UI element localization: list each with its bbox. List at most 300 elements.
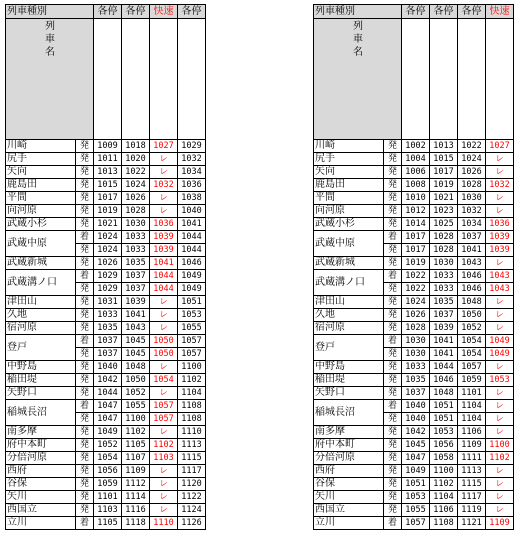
dep-arr-mark: 発 bbox=[384, 465, 402, 478]
station-name: 武蔵新城 bbox=[314, 257, 384, 270]
time-cell: レ bbox=[150, 205, 178, 218]
time-cell: 1043 bbox=[486, 270, 514, 283]
time-cell: 1015 bbox=[430, 153, 458, 166]
time-cell: 1032 bbox=[486, 179, 514, 192]
time-cell: 1029 bbox=[94, 270, 122, 283]
station-name: 稲田堤 bbox=[314, 374, 384, 387]
time-cell: 1033 bbox=[122, 231, 150, 244]
time-cell: レ bbox=[150, 426, 178, 439]
time-cell: 1025 bbox=[430, 218, 458, 231]
time-cell: 1044 bbox=[94, 387, 122, 400]
time-cell: 1120 bbox=[178, 478, 206, 491]
dep-arr-mark: 発 bbox=[384, 283, 402, 296]
table-row bbox=[6, 140, 206, 153]
time-cell: レ bbox=[150, 153, 178, 166]
time-cell: レ bbox=[486, 153, 514, 166]
time-cell: 1118 bbox=[122, 517, 150, 530]
train-name-char: 車 bbox=[45, 34, 55, 45]
time-cell: 1104 bbox=[458, 413, 486, 426]
table-row bbox=[6, 374, 206, 387]
dep-arr-mark: 発 bbox=[384, 140, 402, 153]
station-name: 西国立 bbox=[6, 504, 76, 517]
dep-arr-mark: 着 bbox=[76, 400, 94, 413]
time-cell: 1008 bbox=[402, 179, 430, 192]
dep-arr-mark: 発 bbox=[76, 140, 94, 153]
train-name-cell bbox=[458, 19, 486, 140]
dep-arr-mark: 発 bbox=[76, 465, 94, 478]
time-cell: 1045 bbox=[122, 348, 150, 361]
dep-arr-mark: 着 bbox=[384, 517, 402, 530]
time-cell: レ bbox=[486, 478, 514, 491]
time-cell: 1100 bbox=[178, 361, 206, 374]
time-cell: レ bbox=[150, 504, 178, 517]
time-cell: 1124 bbox=[178, 504, 206, 517]
train-name-cell bbox=[94, 19, 122, 140]
train-type-3: 快速 bbox=[150, 5, 178, 19]
time-cell: レ bbox=[486, 166, 514, 179]
time-cell: 1050 bbox=[150, 335, 178, 348]
dep-arr-mark: 着 bbox=[76, 231, 94, 244]
time-cell: 1040 bbox=[402, 413, 430, 426]
time-cell: 1004 bbox=[402, 153, 430, 166]
station-name: 矢向 bbox=[6, 166, 76, 179]
time-cell: 1057 bbox=[178, 335, 206, 348]
train-type-4: 快速 bbox=[486, 5, 514, 19]
station-name: 久地 bbox=[6, 309, 76, 322]
time-cell: 1051 bbox=[430, 400, 458, 413]
time-cell: 1110 bbox=[150, 517, 178, 530]
dep-arr-mark: 発 bbox=[384, 374, 402, 387]
time-cell: 1039 bbox=[122, 296, 150, 309]
time-cell: 1108 bbox=[430, 517, 458, 530]
time-cell: 1119 bbox=[458, 504, 486, 517]
station-name: 分倍河原 bbox=[6, 452, 76, 465]
time-cell: レ bbox=[486, 426, 514, 439]
time-cell: 1059 bbox=[458, 374, 486, 387]
station-name: 武蔵溝ノ口 bbox=[6, 270, 76, 296]
time-cell: 1100 bbox=[430, 465, 458, 478]
time-cell: 1057 bbox=[458, 361, 486, 374]
time-cell: 1030 bbox=[402, 348, 430, 361]
table-row bbox=[314, 192, 514, 205]
time-cell: 1021 bbox=[430, 192, 458, 205]
station-name: 西府 bbox=[6, 465, 76, 478]
time-cell: レ bbox=[150, 361, 178, 374]
dep-arr-mark: 発 bbox=[384, 348, 402, 361]
table-row bbox=[314, 218, 514, 231]
dep-arr-mark: 発 bbox=[76, 504, 94, 517]
time-cell: 1022 bbox=[458, 140, 486, 153]
time-cell: 1054 bbox=[94, 452, 122, 465]
station-name: 登戸 bbox=[314, 335, 384, 361]
time-cell: 1057 bbox=[150, 413, 178, 426]
table-row bbox=[6, 166, 206, 179]
train-name-cell bbox=[486, 19, 514, 140]
time-cell: 1010 bbox=[402, 192, 430, 205]
dep-arr-mark: 発 bbox=[384, 439, 402, 452]
time-cell: 1006 bbox=[402, 166, 430, 179]
time-cell: 1102 bbox=[178, 374, 206, 387]
station-name: 立川 bbox=[314, 517, 384, 530]
time-cell: 1037 bbox=[430, 309, 458, 322]
time-cell: 1030 bbox=[430, 257, 458, 270]
dep-arr-mark: 発 bbox=[76, 166, 94, 179]
time-cell: 1022 bbox=[402, 283, 430, 296]
time-cell: 1044 bbox=[178, 244, 206, 257]
dep-arr-mark: 発 bbox=[76, 322, 94, 335]
dep-arr-mark: 発 bbox=[384, 387, 402, 400]
dep-arr-mark: 発 bbox=[384, 426, 402, 439]
time-cell: 1051 bbox=[178, 296, 206, 309]
dep-arr-mark: 発 bbox=[76, 426, 94, 439]
dep-arr-mark: 発 bbox=[384, 205, 402, 218]
time-cell: レ bbox=[150, 192, 178, 205]
table-row bbox=[314, 439, 514, 452]
time-cell: 1050 bbox=[122, 374, 150, 387]
time-cell: レ bbox=[486, 309, 514, 322]
time-cell: 1046 bbox=[458, 283, 486, 296]
time-cell: レ bbox=[486, 205, 514, 218]
time-cell: 1024 bbox=[94, 231, 122, 244]
time-cell: 1108 bbox=[178, 413, 206, 426]
station-name: 平間 bbox=[6, 192, 76, 205]
time-cell: 1017 bbox=[402, 231, 430, 244]
station-name: 矢川 bbox=[6, 491, 76, 504]
station-name: 宿河原 bbox=[6, 322, 76, 335]
time-cell: 1055 bbox=[402, 504, 430, 517]
dep-arr-mark: 発 bbox=[384, 361, 402, 374]
time-cell: 1043 bbox=[122, 322, 150, 335]
dep-arr-mark: 発 bbox=[76, 257, 94, 270]
time-cell: 1019 bbox=[94, 205, 122, 218]
corner-label: 列車種別 bbox=[314, 5, 402, 19]
time-cell: 1044 bbox=[150, 283, 178, 296]
time-cell: レ bbox=[486, 400, 514, 413]
time-cell: 1103 bbox=[150, 452, 178, 465]
time-cell: 1056 bbox=[430, 439, 458, 452]
time-cell: 1117 bbox=[458, 491, 486, 504]
time-cell: 1049 bbox=[178, 270, 206, 283]
table-row bbox=[6, 387, 206, 400]
time-cell: 1043 bbox=[486, 283, 514, 296]
time-cell: 1101 bbox=[94, 491, 122, 504]
time-cell: 1026 bbox=[94, 257, 122, 270]
dep-arr-mark: 発 bbox=[384, 153, 402, 166]
time-cell: 1121 bbox=[458, 517, 486, 530]
time-cell: 1009 bbox=[94, 140, 122, 153]
dep-arr-mark: 発 bbox=[76, 244, 94, 257]
table-row bbox=[6, 478, 206, 491]
time-cell: 1040 bbox=[178, 205, 206, 218]
time-cell: 1049 bbox=[486, 348, 514, 361]
time-cell: 1104 bbox=[458, 400, 486, 413]
time-cell: 1039 bbox=[430, 322, 458, 335]
time-cell: 1126 bbox=[178, 517, 206, 530]
train-name-row bbox=[314, 19, 514, 140]
timetable-right bbox=[313, 4, 514, 530]
table-row bbox=[314, 205, 514, 218]
time-cell: 1017 bbox=[430, 166, 458, 179]
table-row bbox=[314, 361, 514, 374]
train-name-label bbox=[6, 19, 94, 140]
train-type-2: 各停 bbox=[430, 5, 458, 19]
time-cell: 1045 bbox=[402, 439, 430, 452]
time-cell: 1042 bbox=[94, 374, 122, 387]
time-cell: 1033 bbox=[402, 361, 430, 374]
time-cell: レ bbox=[486, 413, 514, 426]
time-cell: レ bbox=[486, 491, 514, 504]
time-cell: 1027 bbox=[150, 140, 178, 153]
time-cell: 1057 bbox=[402, 517, 430, 530]
time-cell: 1035 bbox=[430, 296, 458, 309]
time-cell: レ bbox=[486, 504, 514, 517]
timetable-left-body bbox=[6, 5, 206, 530]
time-cell: 1048 bbox=[122, 361, 150, 374]
time-cell: 1026 bbox=[122, 192, 150, 205]
time-cell: 1037 bbox=[122, 283, 150, 296]
station-name: 尻手 bbox=[6, 153, 76, 166]
station-name: 武蔵中原 bbox=[6, 231, 76, 257]
time-cell: 1106 bbox=[458, 426, 486, 439]
time-cell: 1115 bbox=[458, 478, 486, 491]
dep-arr-mark: 発 bbox=[76, 218, 94, 231]
time-cell: 1036 bbox=[150, 218, 178, 231]
station-name: 登戸 bbox=[6, 335, 76, 361]
station-name: 鹿島田 bbox=[314, 179, 384, 192]
table-row bbox=[314, 179, 514, 192]
station-name: 武蔵溝ノ口 bbox=[314, 270, 384, 296]
time-cell: 1041 bbox=[430, 348, 458, 361]
table-row bbox=[6, 452, 206, 465]
dep-arr-mark: 発 bbox=[76, 192, 94, 205]
time-cell: 1028 bbox=[402, 322, 430, 335]
time-cell: 1052 bbox=[122, 387, 150, 400]
table-row bbox=[314, 231, 514, 244]
station-name: 稲城長沼 bbox=[314, 400, 384, 426]
time-cell: 1110 bbox=[178, 426, 206, 439]
dep-arr-mark: 発 bbox=[76, 374, 94, 387]
time-cell: 1055 bbox=[122, 400, 150, 413]
time-cell: 1029 bbox=[94, 283, 122, 296]
time-cell: 1037 bbox=[94, 348, 122, 361]
time-cell: 1045 bbox=[122, 335, 150, 348]
table-row bbox=[314, 296, 514, 309]
time-cell: 1032 bbox=[150, 179, 178, 192]
time-cell: 1111 bbox=[458, 452, 486, 465]
time-cell: 1040 bbox=[402, 400, 430, 413]
time-cell: 1022 bbox=[122, 166, 150, 179]
station-name: 向河原 bbox=[314, 205, 384, 218]
time-cell: 1051 bbox=[430, 413, 458, 426]
time-cell: レ bbox=[150, 322, 178, 335]
timetable-left bbox=[5, 4, 206, 530]
time-cell: 1059 bbox=[94, 478, 122, 491]
time-cell: 1122 bbox=[178, 491, 206, 504]
station-name: 分倍河原 bbox=[314, 452, 384, 465]
table-row bbox=[6, 465, 206, 478]
dep-arr-mark: 着 bbox=[384, 231, 402, 244]
time-cell: レ bbox=[486, 387, 514, 400]
station-name: 中野島 bbox=[6, 361, 76, 374]
dep-arr-mark: 着 bbox=[384, 335, 402, 348]
train-name-cell bbox=[430, 19, 458, 140]
dep-arr-mark: 着 bbox=[384, 400, 402, 413]
time-cell: 1049 bbox=[402, 465, 430, 478]
time-cell: 1114 bbox=[122, 491, 150, 504]
station-name: 平間 bbox=[314, 192, 384, 205]
time-cell: 1023 bbox=[430, 205, 458, 218]
time-cell: 1052 bbox=[94, 439, 122, 452]
train-name-label bbox=[314, 19, 402, 140]
station-name: 谷保 bbox=[6, 478, 76, 491]
time-cell: 1037 bbox=[458, 231, 486, 244]
time-cell: 1032 bbox=[458, 205, 486, 218]
time-cell: 1050 bbox=[458, 309, 486, 322]
dep-arr-mark: 発 bbox=[76, 361, 94, 374]
station-name: 武蔵小杉 bbox=[6, 218, 76, 231]
time-cell: 1026 bbox=[458, 166, 486, 179]
table-row bbox=[6, 335, 206, 348]
dep-arr-mark: 発 bbox=[384, 322, 402, 335]
time-cell: 1033 bbox=[430, 283, 458, 296]
time-cell: 1115 bbox=[178, 452, 206, 465]
time-cell: 1049 bbox=[178, 283, 206, 296]
time-cell: 1108 bbox=[178, 400, 206, 413]
time-cell: レ bbox=[486, 322, 514, 335]
station-name: 久地 bbox=[314, 309, 384, 322]
time-cell: レ bbox=[150, 478, 178, 491]
time-cell: 1116 bbox=[122, 504, 150, 517]
time-cell: レ bbox=[150, 387, 178, 400]
dep-arr-mark: 発 bbox=[384, 257, 402, 270]
train-name-char: 車 bbox=[353, 34, 363, 45]
time-cell: 1102 bbox=[150, 439, 178, 452]
station-name: 谷保 bbox=[314, 478, 384, 491]
table-row bbox=[6, 257, 206, 270]
time-cell: 1053 bbox=[430, 426, 458, 439]
table-row bbox=[6, 231, 206, 244]
time-cell: 1056 bbox=[94, 465, 122, 478]
time-cell: 1047 bbox=[94, 413, 122, 426]
time-cell: レ bbox=[486, 465, 514, 478]
time-cell: 1117 bbox=[178, 465, 206, 478]
time-cell: 1106 bbox=[430, 504, 458, 517]
station-name: 西国立 bbox=[314, 504, 384, 517]
train-type-4: 各停 bbox=[178, 5, 206, 19]
time-cell: 1053 bbox=[178, 309, 206, 322]
station-name: 稲城長沼 bbox=[6, 400, 76, 426]
station-name: 中野島 bbox=[314, 361, 384, 374]
time-cell: 1058 bbox=[430, 452, 458, 465]
table-row bbox=[314, 504, 514, 517]
time-cell: 1041 bbox=[458, 244, 486, 257]
station-name: 鹿島田 bbox=[6, 179, 76, 192]
time-cell: 1050 bbox=[150, 348, 178, 361]
station-name: 津田山 bbox=[314, 296, 384, 309]
time-cell: 1019 bbox=[402, 257, 430, 270]
table-row bbox=[6, 270, 206, 283]
time-cell: 1021 bbox=[94, 218, 122, 231]
time-cell: 1035 bbox=[94, 322, 122, 335]
time-cell: 1028 bbox=[430, 231, 458, 244]
time-cell: 1105 bbox=[94, 517, 122, 530]
time-cell: 1012 bbox=[402, 205, 430, 218]
station-name: 宿河原 bbox=[314, 322, 384, 335]
time-cell: 1046 bbox=[178, 257, 206, 270]
dep-arr-mark: 発 bbox=[384, 504, 402, 517]
time-cell: 1041 bbox=[150, 257, 178, 270]
time-cell: レ bbox=[486, 296, 514, 309]
dep-arr-mark: 発 bbox=[76, 387, 94, 400]
time-cell: 1032 bbox=[178, 153, 206, 166]
table-row bbox=[6, 296, 206, 309]
time-cell: 1046 bbox=[458, 270, 486, 283]
time-cell: 1102 bbox=[430, 478, 458, 491]
time-cell: 1055 bbox=[178, 322, 206, 335]
time-cell: 1112 bbox=[122, 478, 150, 491]
station-name: 武蔵中原 bbox=[314, 231, 384, 257]
time-cell: 1047 bbox=[94, 400, 122, 413]
station-name: 川崎 bbox=[6, 140, 76, 153]
time-cell: 1039 bbox=[150, 231, 178, 244]
time-cell: 1039 bbox=[150, 244, 178, 257]
time-cell: 1013 bbox=[94, 166, 122, 179]
time-cell: 1030 bbox=[458, 192, 486, 205]
time-cell: 1034 bbox=[458, 218, 486, 231]
time-cell: レ bbox=[486, 257, 514, 270]
time-cell: 1047 bbox=[402, 452, 430, 465]
time-cell: 1035 bbox=[402, 374, 430, 387]
dep-arr-mark: 発 bbox=[384, 478, 402, 491]
table-row bbox=[314, 309, 514, 322]
dep-arr-mark: 発 bbox=[384, 179, 402, 192]
time-cell: 1031 bbox=[94, 296, 122, 309]
train-name-row bbox=[6, 19, 206, 140]
time-cell: 1020 bbox=[122, 153, 150, 166]
time-cell: 1053 bbox=[402, 491, 430, 504]
time-cell: 1037 bbox=[94, 335, 122, 348]
time-cell: 1102 bbox=[122, 426, 150, 439]
time-cell: 1036 bbox=[178, 179, 206, 192]
time-cell: レ bbox=[486, 361, 514, 374]
time-cell: 1048 bbox=[458, 296, 486, 309]
time-cell: 1024 bbox=[122, 179, 150, 192]
train-type-row bbox=[6, 5, 206, 19]
time-cell: 1046 bbox=[430, 374, 458, 387]
time-cell: 1104 bbox=[178, 387, 206, 400]
time-cell: 1040 bbox=[94, 361, 122, 374]
time-cell: 1013 bbox=[430, 140, 458, 153]
time-cell: 1028 bbox=[430, 244, 458, 257]
station-name: 向河原 bbox=[6, 205, 76, 218]
time-cell: 1049 bbox=[486, 335, 514, 348]
table-row bbox=[314, 400, 514, 413]
time-cell: 1109 bbox=[122, 465, 150, 478]
time-cell: 1101 bbox=[458, 387, 486, 400]
table-row bbox=[314, 166, 514, 179]
time-cell: 1015 bbox=[94, 179, 122, 192]
time-cell: 1034 bbox=[178, 166, 206, 179]
time-cell: 1019 bbox=[430, 179, 458, 192]
time-cell: 1024 bbox=[402, 296, 430, 309]
dep-arr-mark: 発 bbox=[384, 413, 402, 426]
dep-arr-mark: 発 bbox=[384, 296, 402, 309]
time-cell: 1018 bbox=[122, 140, 150, 153]
time-cell: 1030 bbox=[402, 335, 430, 348]
time-cell: 1044 bbox=[150, 270, 178, 283]
station-name: 尻手 bbox=[314, 153, 384, 166]
time-cell: 1043 bbox=[458, 257, 486, 270]
